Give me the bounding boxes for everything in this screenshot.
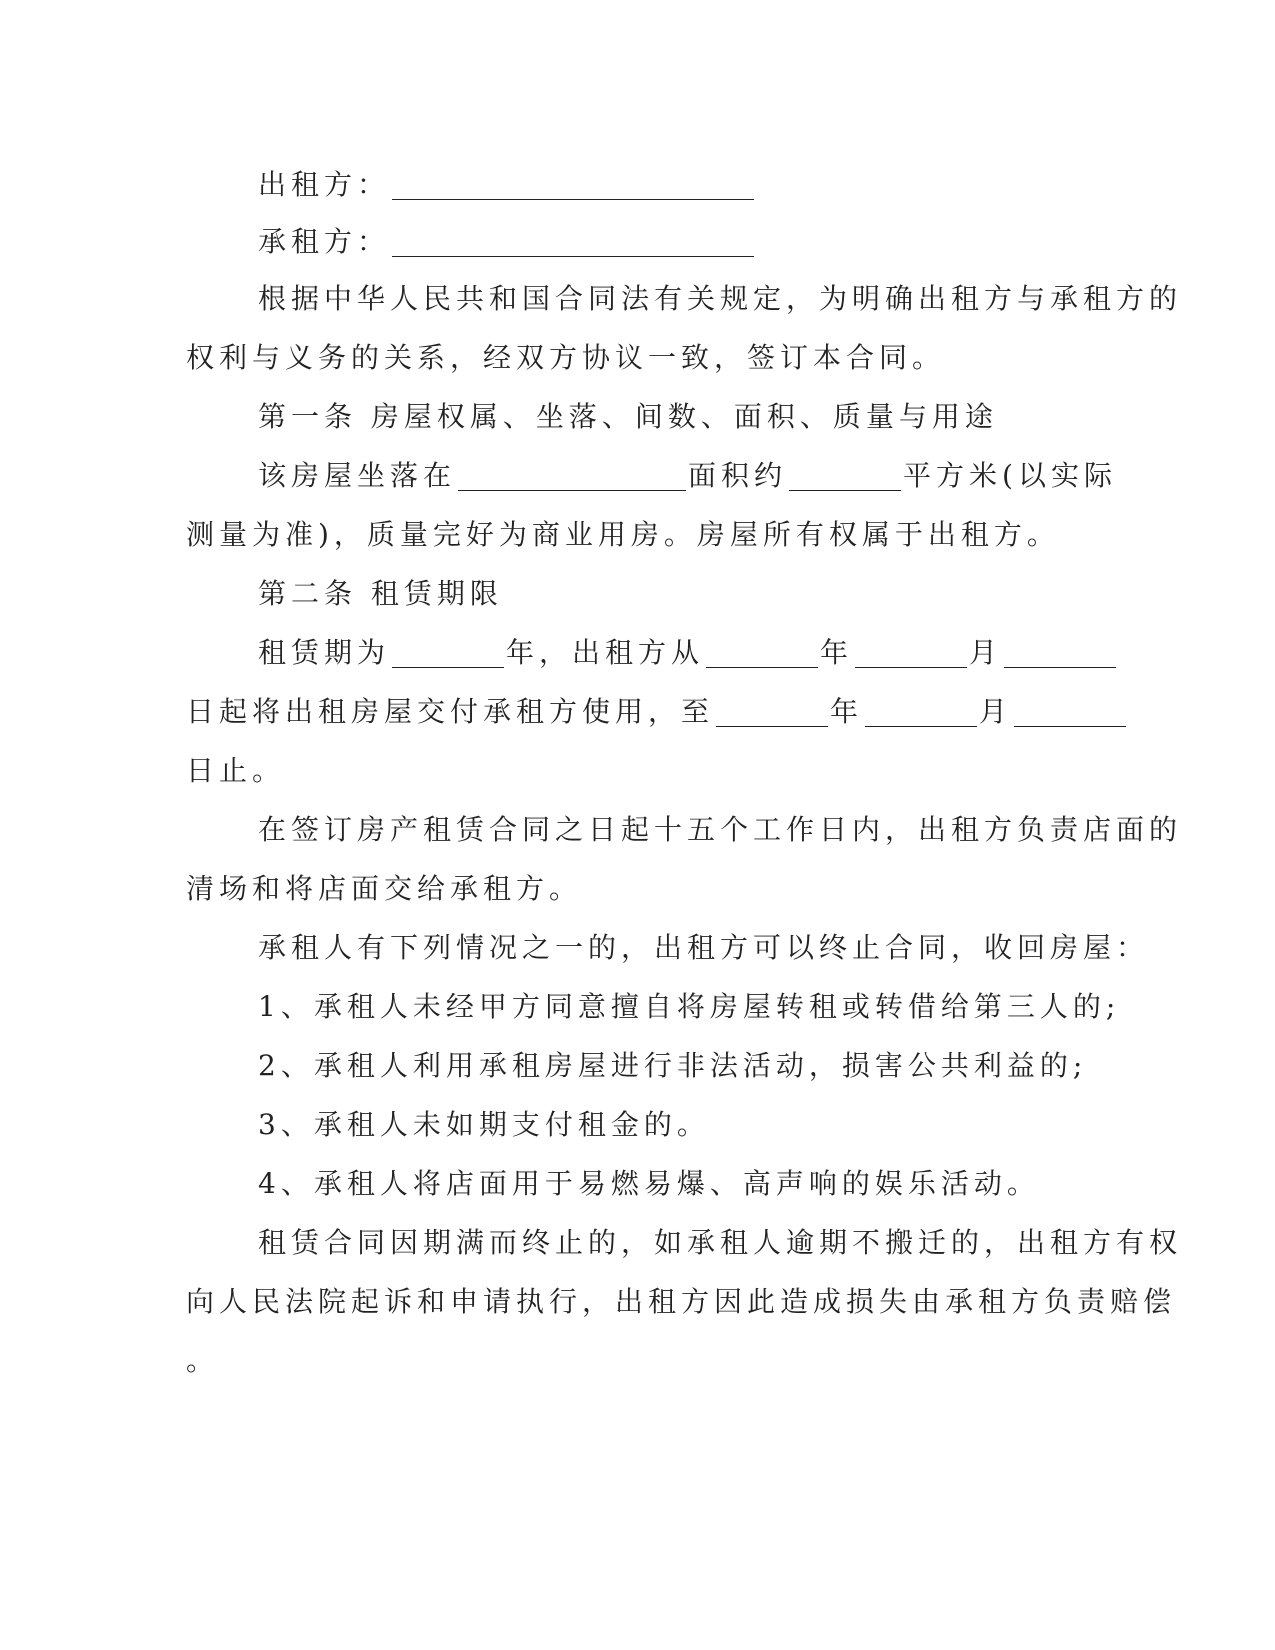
article-1-location-line — [258, 456, 1158, 496]
location-blank — [458, 460, 686, 491]
list-item: 2、承租人利用承租房屋进行非法活动，损害公共利益的; — [258, 1049, 1088, 1082]
list-item: 1、承租人未经甲方同意擅自将房屋转租或转借给第三人的; — [258, 990, 1121, 1023]
end-month-blank — [865, 696, 977, 727]
start-month-blank — [855, 637, 967, 668]
start-year-blank — [706, 637, 818, 668]
month-label: 月 — [979, 695, 1013, 728]
area-label: 面积约 — [688, 459, 788, 492]
intro-line-2: 权利与义务的关系，经双方协议一致，签订本合同。 — [186, 341, 946, 374]
term-years-blank — [392, 637, 504, 668]
lessor-label: 出租方： — [258, 168, 391, 201]
day-from-label: 日起将出租房屋交付承租方使用，至 — [186, 695, 715, 728]
start-day-blank — [1004, 637, 1116, 668]
area-blank — [789, 460, 901, 491]
term-line-1 — [258, 633, 1158, 673]
article-1-title: 第一条 房屋权属、坐落、间数、面积、质量与用途 — [258, 400, 998, 433]
handover-line-1: 在签订房产租赁合同之日起十五个工作日内，出租方负责店面的 — [258, 813, 1183, 846]
intro-line-1: 根据中华人民共和国合同法有关规定，为明确出租方与承租方的 — [258, 282, 1183, 315]
end-day-blank — [1014, 696, 1126, 727]
lessor-blank — [392, 169, 754, 200]
terminate-intro: 承租人有下列情况之一的，出租方可以终止合同，收回房屋： — [258, 931, 1150, 964]
year-label: 年 — [820, 636, 854, 669]
expiry-line-1: 租赁合同因期满而终止的，如承租人逾期不搬迁的，出租方有权 — [258, 1226, 1183, 1259]
end-year-blank — [716, 696, 828, 727]
lessee-label: 承租方： — [258, 225, 391, 258]
located-label: 该房屋坐落在 — [258, 459, 457, 492]
term-prefix: 租赁期为 — [258, 636, 391, 669]
lessee-line — [258, 222, 1158, 262]
area-unit: 平方米(以实际 — [903, 459, 1117, 492]
year-label: 年 — [830, 695, 864, 728]
list-item: 4、承租人将店面用于易燃易爆、高声响的娱乐活动。 — [258, 1167, 1040, 1200]
article-2-title: 第二条 租赁期限 — [258, 577, 503, 610]
handover-line-2: 清场和将店面交给承租方。 — [186, 872, 583, 905]
term-from: 年，出租方从 — [506, 636, 705, 669]
term-line-3: 日止。 — [186, 754, 286, 787]
article-1-line-2: 测量为准)，质量完好为商业用房。房屋所有权属于出租方。 — [186, 518, 1060, 551]
lessee-blank — [392, 226, 754, 257]
list-item: 3、承租人未如期支付租金的。 — [258, 1108, 710, 1141]
lessor-line — [258, 165, 1158, 205]
expiry-line-3: 。 — [186, 1344, 220, 1377]
month-label: 月 — [969, 636, 1003, 669]
term-line-2 — [186, 692, 1086, 732]
expiry-line-2: 向人民法院起诉和申请执行，出租方因此造成损失由承租方负责赔偿 — [186, 1285, 1177, 1318]
